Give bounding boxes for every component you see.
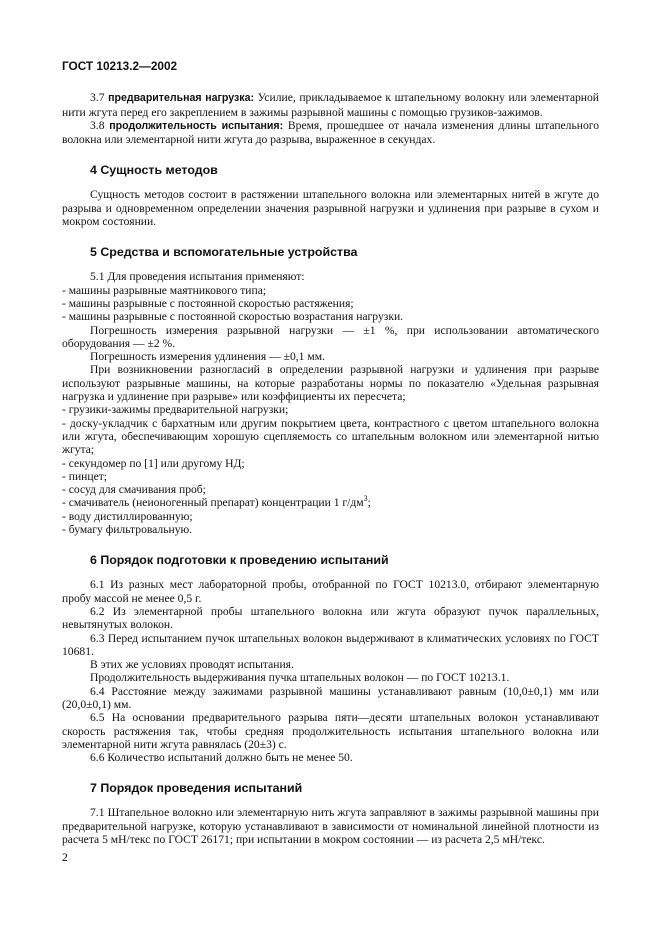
list-item: - машины разрывные маятникового типа; (62, 283, 267, 297)
list-item: - бумагу фильтровальную. (62, 523, 193, 537)
list-item (62, 496, 599, 509)
definition-text: Усилие, прикладываемое к штапельному волокну или элементарной нити жгута перед его закреплением в зажимы разрывной машины с помощью грузиков-зажимов. (62, 91, 599, 119)
clause-6-1: 6.1 Из разных мест лабораторной пробы, отобранной по ГОСТ 10213.0, отбирают элементарную пробу массой не менее 0,5 г. (62, 578, 599, 605)
paragraph: Погрешность измерения удлинения — ±0,1 мм. (90, 350, 325, 364)
term-preload: предварительная нагрузка: (108, 92, 254, 105)
paragraph: Погрешность измерения разрывной нагрузки — ±1 %, при использовании автоматического оборудования — ±2 %. (62, 323, 599, 350)
section-5-heading: 5 Средства и вспомогательные устройства (90, 245, 358, 260)
clause-6-6: 6.6 Количество испытаний должно быть не менее 50. (90, 751, 353, 765)
list-item-text: - смачиватель (неионогенный препарат) концентрации 1 г/дм (62, 496, 364, 510)
list-item: - машины разрывные с постоянной скоростью возрастания нагрузки. (62, 310, 404, 324)
clause-5-1: 5.1 Для проведения испытания применяют: (90, 270, 305, 284)
list-item: - машины разрывные с постоянной скоростью растяжения; (62, 296, 354, 310)
paragraph: Продолжительность выдерживания пучка штапельных волокон — по ГОСТ 10213.1. (90, 671, 510, 685)
section-7-heading: 7 Порядок проведения испытаний (90, 781, 303, 796)
document-page (62, 60, 599, 846)
term-test-duration: продолжительность испытания: (109, 119, 284, 132)
definition-text: Время, прошедшее от начала изменения длины штапельного волокна или элементарной нити жгута до разрыва, выраженное в секундах. (62, 118, 600, 147)
list-item: - доску-укладчик с бархатным или другим покрытием цвета, контрастного с цветом штапельного волокна или жгута, обеспечивающим хорошую сцепляемость со штапельным волокном или элементарной нитью жгута; (62, 416, 599, 457)
clause-6-5: 6.5 На основании предварительного разрыва пяти—десяти штапельных волокон устанавливают скорость растяжения так, чтобы средняя продолжительность испытания штапельного волокна или элементарной нити жгута равнялась (20±3) с. (62, 711, 599, 751)
clause-6-3: 6.3 Перед испытанием пучок штапельных волокон выдерживают в климатических условиях по ГОСТ 10681. (62, 631, 599, 658)
clause-number: 3.8 (90, 118, 105, 132)
section-4-paragraph: Сущность методов состоит в растяжении штапельного волокна или элементарных нитей в жгуте до разрыва и одновременном определении значения разрывной нагрузки и удлинения при разрыве в сухом и мокром состоянии. (62, 188, 599, 229)
paragraph: В этих же условиях проводят испытания. (90, 658, 294, 672)
page-number: 2 (62, 851, 68, 864)
paragraph: При возникновении разногласий в определении разрывной нагрузки и удлинения при разрыве используют разрывные машины, на которые разработаны нормы по показателю «Удельная разрывная нагрузка и удлинение при разрыве» или коэффициенты их пересчета; (62, 363, 599, 404)
superscript: 3 (363, 494, 368, 504)
list-item: - пинцет; (62, 469, 108, 483)
list-item: - секундомер по [1] или другому НД; (62, 456, 245, 470)
list-item: - грузики-зажимы предварительной нагрузки; (62, 403, 289, 417)
list-item: - сосуд для смачивания проб; (62, 483, 206, 497)
clause-6-2: 6.2 Из элементарной пробы штапельного волокна или жгута образуют пучок параллельных, невытянутых волокон. (62, 604, 599, 632)
list-item-end: ; (367, 496, 371, 510)
section-4-heading: 4 Сущность методов (90, 163, 218, 178)
list-item: - воду дистиллированную; (62, 509, 193, 523)
clause-3-7 (62, 91, 599, 119)
section-6-heading: 6 Порядок подготовки к проведению испытаний (90, 553, 389, 568)
clause-number: 3.7 (90, 91, 105, 105)
clause-3-8 (62, 119, 599, 147)
clause-7-1: 7.1 Штапельное волокно или элементарную нить жгута заправляют в зажимы разрывной машины при предварительной нагрузке, которую устанавливают в зависимости от номинальной линейной плотности из расчета 5 мН/текс по ГОСТ 26171; при испытании в мокром состоянии — из расчета 2,5 мН/текс. (62, 806, 599, 847)
document-code: ГОСТ 10213.2—2002 (62, 59, 178, 73)
clause-6-4: 6.4 Расстояние между зажимами разрывной машины устанавливают равным (10,0±0,1) мм или (20,0±0,1) мм. (62, 684, 599, 711)
